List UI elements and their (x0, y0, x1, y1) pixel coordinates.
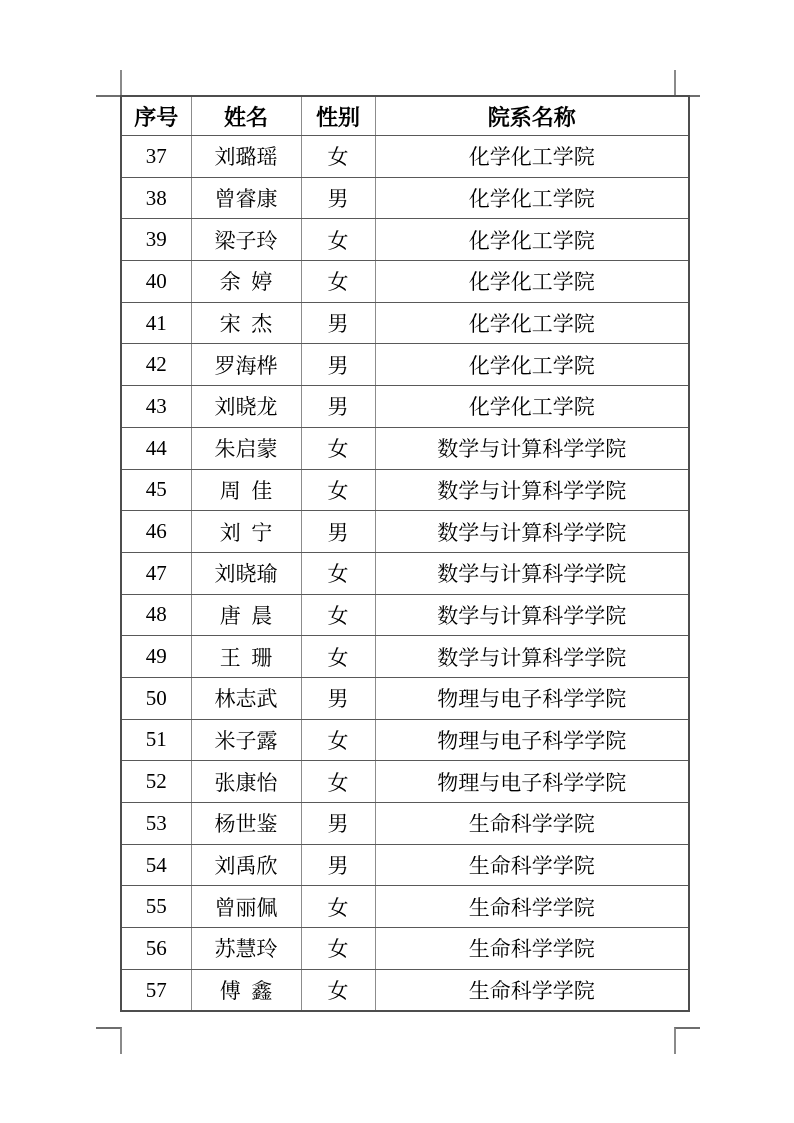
cell-gender: 女 (301, 928, 375, 970)
table-row (121, 469, 689, 511)
cell-gender: 女 (301, 719, 375, 761)
cell-name: 王 珊 (191, 636, 301, 678)
cell-serial: 50 (121, 677, 191, 719)
table-row (121, 844, 689, 886)
cell-serial: 40 (121, 261, 191, 303)
cell-name: 唐 晨 (191, 594, 301, 636)
cell-name: 苏慧玲 (191, 928, 301, 970)
cell-name: 杨世鉴 (191, 803, 301, 845)
table-row (121, 344, 689, 386)
table-row (121, 177, 689, 219)
table-row (121, 219, 689, 261)
cell-gender: 女 (301, 219, 375, 261)
cell-name: 傅 鑫 (191, 969, 301, 1011)
cell-serial: 56 (121, 928, 191, 970)
cell-department: 化学化工学院 (375, 219, 689, 261)
cell-department: 物理与电子科学学院 (375, 761, 689, 803)
cell-department: 生命科学学院 (375, 844, 689, 886)
cell-serial: 37 (121, 136, 191, 178)
table-row (121, 594, 689, 636)
cell-gender: 女 (301, 552, 375, 594)
cell-gender: 女 (301, 427, 375, 469)
cell-department: 数学与计算科学学院 (375, 552, 689, 594)
cell-department: 生命科学学院 (375, 928, 689, 970)
header-cell-name: 姓名 (191, 96, 301, 136)
table-row (121, 386, 689, 428)
cell-department: 数学与计算科学学院 (375, 594, 689, 636)
table-row (121, 719, 689, 761)
table-row (121, 302, 689, 344)
cell-serial: 52 (121, 761, 191, 803)
table-header-row (121, 96, 689, 136)
student-roster-table (120, 95, 690, 1012)
table-row (121, 636, 689, 678)
cell-department: 物理与电子科学学院 (375, 677, 689, 719)
cell-name: 林志武 (191, 677, 301, 719)
cell-gender: 女 (301, 594, 375, 636)
cell-gender: 女 (301, 636, 375, 678)
table-row (121, 928, 689, 970)
cell-gender: 女 (301, 761, 375, 803)
margin-mark-bottom-left (96, 1027, 122, 1054)
table-row (121, 511, 689, 553)
cell-serial: 46 (121, 511, 191, 553)
cell-gender: 女 (301, 469, 375, 511)
cell-department: 化学化工学院 (375, 344, 689, 386)
cell-serial: 38 (121, 177, 191, 219)
cell-serial: 49 (121, 636, 191, 678)
cell-name: 刘晓龙 (191, 386, 301, 428)
cell-gender: 女 (301, 886, 375, 928)
cell-name: 曾丽佩 (191, 886, 301, 928)
table-row (121, 803, 689, 845)
cell-name: 梁子玲 (191, 219, 301, 261)
cell-department: 化学化工学院 (375, 177, 689, 219)
header-cell-serial: 序号 (121, 96, 191, 136)
cell-name: 张康怡 (191, 761, 301, 803)
cell-department: 数学与计算科学学院 (375, 427, 689, 469)
cell-department: 化学化工学院 (375, 302, 689, 344)
cell-serial: 44 (121, 427, 191, 469)
cell-department: 数学与计算科学学院 (375, 469, 689, 511)
cell-serial: 51 (121, 719, 191, 761)
cell-gender: 男 (301, 803, 375, 845)
cell-serial: 53 (121, 803, 191, 845)
cell-department: 化学化工学院 (375, 136, 689, 178)
cell-serial: 42 (121, 344, 191, 386)
cell-serial: 54 (121, 844, 191, 886)
cell-department: 化学化工学院 (375, 261, 689, 303)
cell-name: 刘晓瑜 (191, 552, 301, 594)
cell-gender: 男 (301, 177, 375, 219)
header-cell-gender: 性别 (301, 96, 375, 136)
table-row (121, 261, 689, 303)
cell-serial: 45 (121, 469, 191, 511)
cell-department: 生命科学学院 (375, 969, 689, 1011)
cell-gender: 男 (301, 844, 375, 886)
cell-serial: 39 (121, 219, 191, 261)
cell-gender: 女 (301, 969, 375, 1011)
cell-name: 刘璐瑶 (191, 136, 301, 178)
cell-department: 数学与计算科学学院 (375, 636, 689, 678)
cell-serial: 41 (121, 302, 191, 344)
cell-department: 生命科学学院 (375, 886, 689, 928)
cell-name: 米子露 (191, 719, 301, 761)
table-body (121, 136, 689, 1012)
cell-name: 曾睿康 (191, 177, 301, 219)
cell-department: 化学化工学院 (375, 386, 689, 428)
cell-name: 宋 杰 (191, 302, 301, 344)
cell-serial: 55 (121, 886, 191, 928)
cell-gender: 男 (301, 511, 375, 553)
cell-gender: 女 (301, 261, 375, 303)
header-cell-department: 院系名称 (375, 96, 689, 136)
cell-department: 生命科学学院 (375, 803, 689, 845)
margin-mark-top-right (674, 70, 700, 97)
table-row (121, 969, 689, 1011)
cell-gender: 男 (301, 344, 375, 386)
cell-gender: 男 (301, 386, 375, 428)
cell-serial: 43 (121, 386, 191, 428)
cell-department: 物理与电子科学学院 (375, 719, 689, 761)
table-row (121, 427, 689, 469)
table-row (121, 136, 689, 178)
cell-name: 余 婷 (191, 261, 301, 303)
table-row (121, 886, 689, 928)
cell-department: 数学与计算科学学院 (375, 511, 689, 553)
cell-name: 周 佳 (191, 469, 301, 511)
table-row (121, 677, 689, 719)
cell-gender: 男 (301, 677, 375, 719)
cell-name: 刘 宁 (191, 511, 301, 553)
cell-name: 朱启蒙 (191, 427, 301, 469)
cell-serial: 57 (121, 969, 191, 1011)
table-row (121, 552, 689, 594)
cell-name: 刘禹欣 (191, 844, 301, 886)
cell-name: 罗海桦 (191, 344, 301, 386)
table-row (121, 761, 689, 803)
margin-mark-bottom-right (674, 1027, 700, 1054)
cell-gender: 女 (301, 136, 375, 178)
cell-serial: 47 (121, 552, 191, 594)
margin-mark-top-left (96, 70, 122, 97)
cell-gender: 男 (301, 302, 375, 344)
cell-serial: 48 (121, 594, 191, 636)
